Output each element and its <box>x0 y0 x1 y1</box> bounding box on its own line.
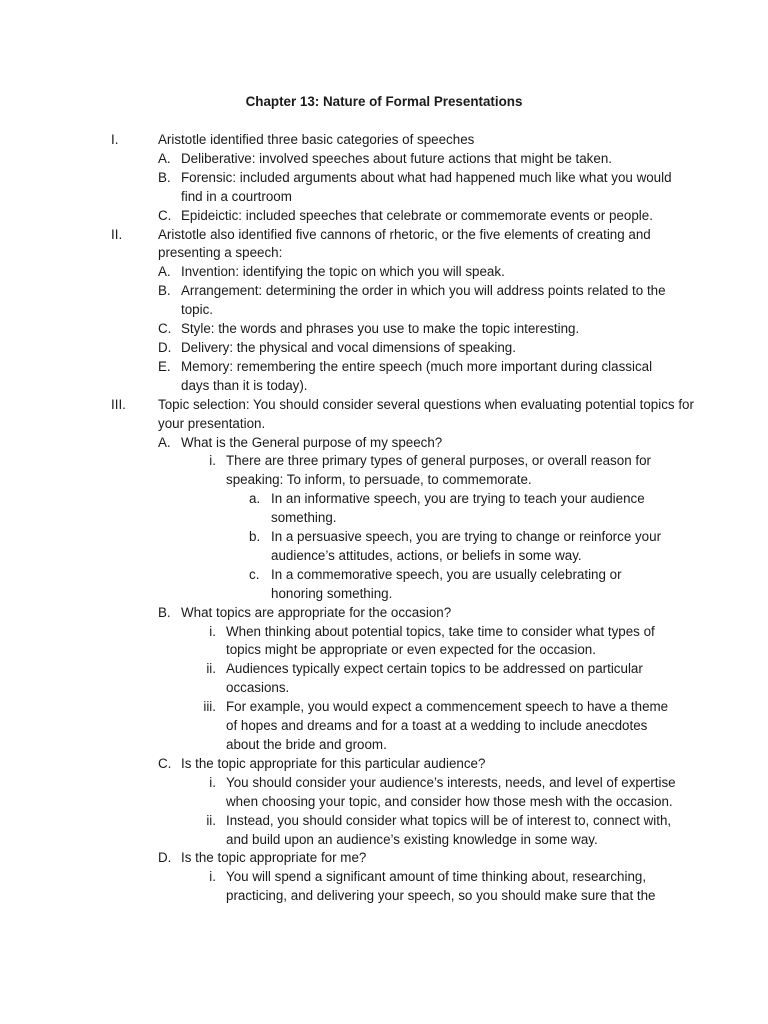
outline-marker: D. <box>158 850 172 866</box>
outline-item-level-2 <box>0 339 768 358</box>
outline-item-level-2 <box>0 755 768 774</box>
outline-text: Delivery: the physical and vocal dimensions of speaking. <box>181 339 516 355</box>
outline-marker: b. <box>249 529 261 545</box>
outline-item-level-3 <box>0 623 768 661</box>
outline-text: Epideictic: included speeches that celebrate or commemorate events or people. <box>181 207 653 223</box>
outline-marker: B. <box>158 604 171 620</box>
outline-item-level-2 <box>0 150 768 169</box>
outline-item-level-2 <box>0 320 768 339</box>
outline-item-level-3 <box>0 812 768 850</box>
outline-marker: A. <box>158 264 171 280</box>
outline-text: Aristotle also identified five cannons of rhetoric, or the five elements of creating and presenting a speech: <box>158 226 651 261</box>
outline-text: Is the topic appropriate for me? <box>181 850 367 866</box>
outline-text: There are three primary types of general purposes, or overall reason for speaking: To inform, to persuade, to commemorate. <box>226 453 651 488</box>
outline-marker: II. <box>111 226 123 242</box>
outline-item-level-2 <box>0 849 768 868</box>
outline-text: Topic selection: You should consider several questions when evaluating potential topics for your presentation. <box>158 396 694 431</box>
outline-item-level-1 <box>0 226 768 264</box>
outline-marker: C. <box>158 321 172 337</box>
outline-text: You will spend a significant amount of time thinking about, researching, practicing, and delivering your speech, so you should make sure that the <box>226 869 656 904</box>
outline-marker: III. <box>111 396 126 412</box>
outline-marker: a. <box>249 491 261 507</box>
outline-item-level-2 <box>0 169 768 207</box>
outline-marker: D. <box>158 339 172 355</box>
outline-item-level-4 <box>0 490 768 528</box>
outline-text: Aristotle identified three basic categories of speeches <box>158 132 475 147</box>
outline-text: Style: the words and phrases you use to make the topic interesting. <box>181 321 580 337</box>
outline-item-level-2 <box>0 282 768 320</box>
outline-list <box>0 131 768 906</box>
outline-marker: i. <box>209 453 216 469</box>
outline-text: In a persuasive speech, you are trying to change or reinforce your audience’s attitudes, actions, or beliefs in some way. <box>271 529 662 563</box>
outline-item-level-4 <box>0 566 768 604</box>
outline-marker: i. <box>209 623 216 639</box>
outline-marker: C. <box>158 207 172 223</box>
outline-marker: I. <box>111 132 119 147</box>
outline-marker: C. <box>158 755 172 771</box>
outline-item-level-4 <box>0 528 768 566</box>
outline-item-level-2 <box>0 434 768 453</box>
outline-text: Invention: identifying the topic on which you will speak. <box>181 264 505 280</box>
outline-marker: ii. <box>206 661 216 677</box>
outline-marker: iii. <box>203 699 216 715</box>
outline-text: Forensic: included arguments about what had happened much like what you would find in a courtroom <box>181 169 672 204</box>
outline-item-level-1 <box>0 396 768 434</box>
outline-text: In a commemorative speech, you are usually celebrating or honoring something. <box>271 566 622 601</box>
outline-text: For example, you would expect a commencement speech to have a theme of hopes and dreams and for a toast at a wedding to include anecdotes about the bride and groom. <box>226 699 669 752</box>
outline-marker: c. <box>249 566 260 582</box>
outline-marker: B. <box>158 283 171 299</box>
outline-item-level-2 <box>0 207 768 226</box>
outline-marker: E. <box>158 358 171 374</box>
outline-text: In an informative speech, you are trying to teach your audience something. <box>271 491 645 526</box>
outline-text: Is the topic appropriate for this particular audience? <box>181 755 486 771</box>
outline-item-level-2 <box>0 604 768 623</box>
outline-marker: i. <box>209 869 216 885</box>
outline-text: Arrangement: determining the order in which you will address points related to the topic. <box>181 283 666 318</box>
outline-item-level-1 <box>0 131 768 150</box>
outline-item-level-3 <box>0 698 768 755</box>
outline-text: What is the General purpose of my speech? <box>181 434 443 450</box>
outline-text: What topics are appropriate for the occasion? <box>181 604 452 620</box>
outline-item-level-3 <box>0 774 768 812</box>
outline-marker: B. <box>158 169 171 185</box>
outline-marker: ii. <box>206 812 216 828</box>
outline-text: When thinking about potential topics, take time to consider what types of topics might be appropriate or even expected for the occasion. <box>226 623 655 658</box>
page-title: Chapter 13: Nature of Formal Presentations <box>245 94 523 109</box>
outline-text: You should consider your audience’s interests, needs, and level of expertise when choosing your topic, and consider how those mesh with the occasion. <box>226 774 676 809</box>
outline-text: Instead, you should consider what topics will be of interest to, connect with, and build upon an audience’s existing knowledge in some way. <box>226 812 672 847</box>
outline-item-level-3 <box>0 868 768 906</box>
outline-text: Deliberative: involved speeches about future actions that might be taken. <box>181 150 612 166</box>
outline-text: Memory: remembering the entire speech (much more important during classical days than it is today). <box>181 358 653 393</box>
outline-item-level-2 <box>0 358 768 396</box>
outline-item-level-2 <box>0 263 768 282</box>
outline-item-level-3 <box>0 452 768 490</box>
outline-marker: A. <box>158 150 171 166</box>
outline-item-level-3 <box>0 660 768 698</box>
outline-marker: A. <box>158 434 171 450</box>
outline-text: Audiences typically expect certain topics to be addressed on particular occasions. <box>226 661 643 696</box>
outline-marker: i. <box>209 774 216 790</box>
